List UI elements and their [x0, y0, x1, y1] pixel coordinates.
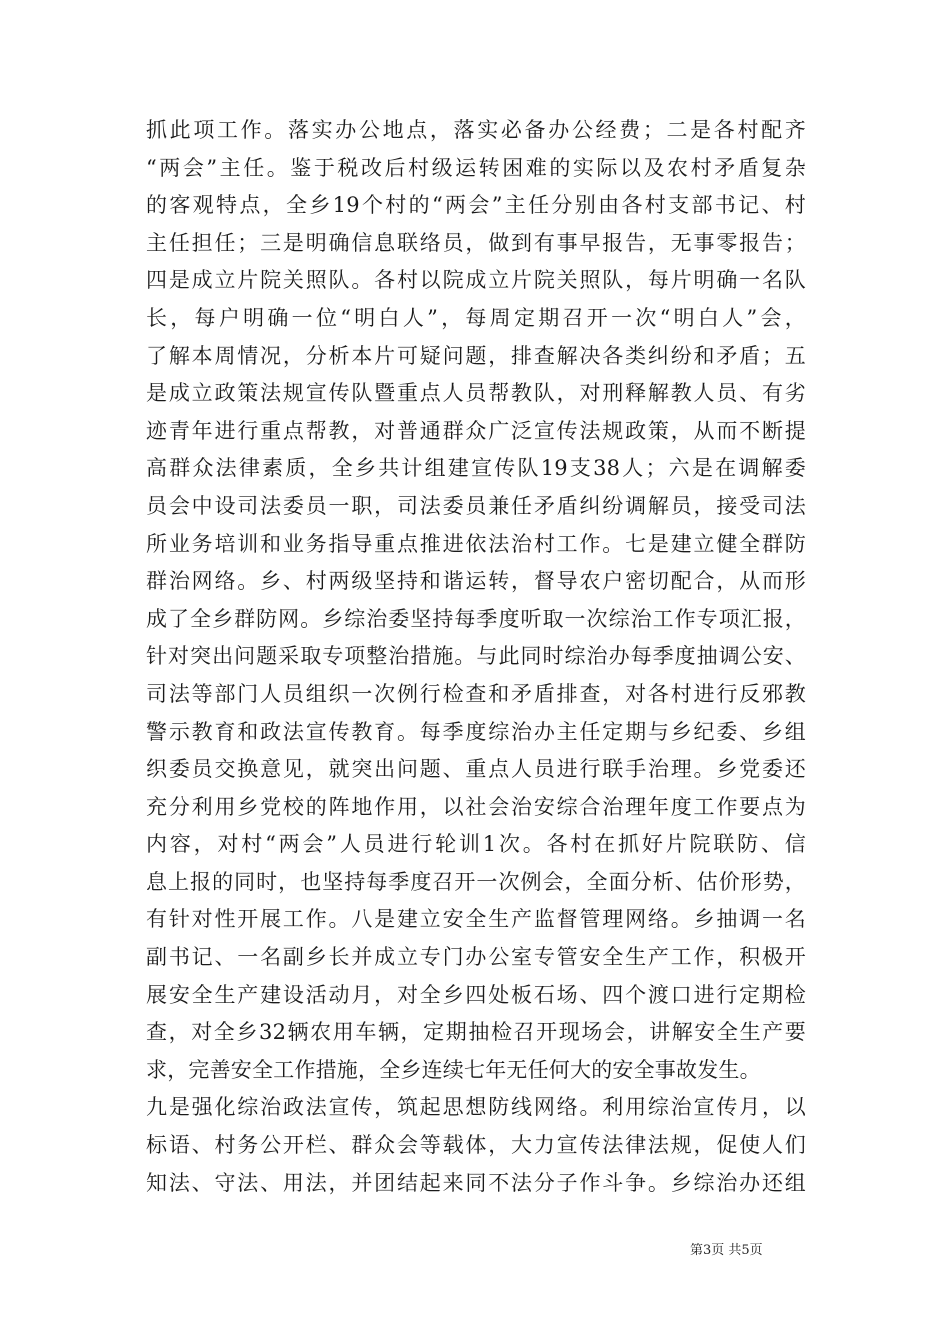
text-line-9: 迹青年进行重点帮教，对普通群众广泛宣传法规政策，从而不断提: [146, 418, 806, 443]
text-line-4: 主任担任；三是明确信息联络员，做到有事早报告，无事零报告；: [146, 230, 806, 255]
text-line-14: 成了全乡群防网。乡综治委坚持每季度听取一次综治工作专项汇报，: [146, 606, 806, 631]
text-line-7: 了解本周情况，分析本片可疑问题，排查解决各类纠纷和矛盾；五: [146, 343, 806, 368]
body-paragraph: [146, 112, 806, 1202]
text-line-8: 是成立政策法规宣传队暨重点人员帮教队，对刑释解教人员、有劣: [146, 381, 806, 406]
text-line-27: 九是强化综治政法宣传，筑起思想防线网络。利用综治宣传月，以: [146, 1095, 806, 1120]
text-line-25: 查，对全乡32辆农用车辆，定期抽检召开现场会，讲解安全生产要: [146, 1020, 806, 1045]
text-line-12: 所业务培训和业务指导重点推进依法治村工作。七是建立健全群防: [146, 531, 806, 556]
text-line-22: 有针对性开展工作。八是建立安全生产监督管理网络。乡抽调一名: [146, 907, 806, 932]
text-line-24: 展安全生产建设活动月，对全乡四处板石场、四个渡口进行定期检: [146, 982, 806, 1007]
text-line-23: 副书记、一名副乡长并成立专门办公室专管安全生产工作，积极开: [146, 945, 806, 970]
text-line-16: 司法等部门人员组织一次例行检查和矛盾排查，对各村进行反邪教: [146, 681, 806, 706]
text-line-29: 知法、守法、用法，并团结起来同不法分子作斗争。乡综治办还组: [146, 1170, 806, 1195]
text-line-28: 标语、村务公开栏、群众会等载体，大力宣传法律法规，促使人们: [146, 1133, 806, 1158]
text-line-18: 织委员交换意见，就突出问题、重点人员进行联手治理。乡党委还: [146, 757, 806, 782]
text-line-17: 警示教育和政法宣传教育。每季度综治办主任定期与乡纪委、乡组: [146, 719, 806, 744]
text-line-13: 群治网络。乡、村两级坚持和谐运转，督导农户密切配合，从而形: [146, 569, 806, 594]
text-line-1: 抓此项工作。落实办公地点，落实必备办公经费；二是各村配齐: [146, 118, 806, 142]
text-line-6: 长，每户明确一位“明白人”，每周定期召开一次“明白人”会，: [146, 305, 806, 330]
text-line-5: 四是成立片院关照队。各村以院成立片院关照队，每片明确一名队: [146, 268, 806, 293]
text-line-3: 的客观特点，全乡19个村的“两会”主任分别由各村支部书记、村: [146, 193, 806, 218]
text-line-10: 高群众法律素质，全乡共计组建宣传队19支38人；六是在调解委: [146, 456, 806, 481]
text-line-11: 员会中设司法委员一职，司法委员兼任矛盾纠纷调解员，接受司法: [146, 493, 806, 518]
text-line-15: 针对突出问题采取专项整治措施。与此同时综治办每季度抽调公安、: [146, 644, 806, 669]
text-line-2: “两会”主任。鉴于税改后村级运转困难的实际以及农村矛盾复杂: [146, 155, 806, 180]
page-number-footer: 第3页 共5页: [690, 1243, 763, 1258]
text-line-20: 内容，对村“两会”人员进行轮训1次。各村在抓好片院联防、信: [146, 832, 806, 857]
text-line-19: 充分利用乡党校的阵地作用，以社会治安综合治理年度工作要点为: [146, 794, 806, 819]
text-line-21: 息上报的同时，也坚持每季度召开一次例会，全面分析、估价形势，: [146, 869, 806, 894]
text-line-26: 求，完善安全工作措施，全乡连续七年无任何大的安全事故发生。: [146, 1057, 761, 1082]
